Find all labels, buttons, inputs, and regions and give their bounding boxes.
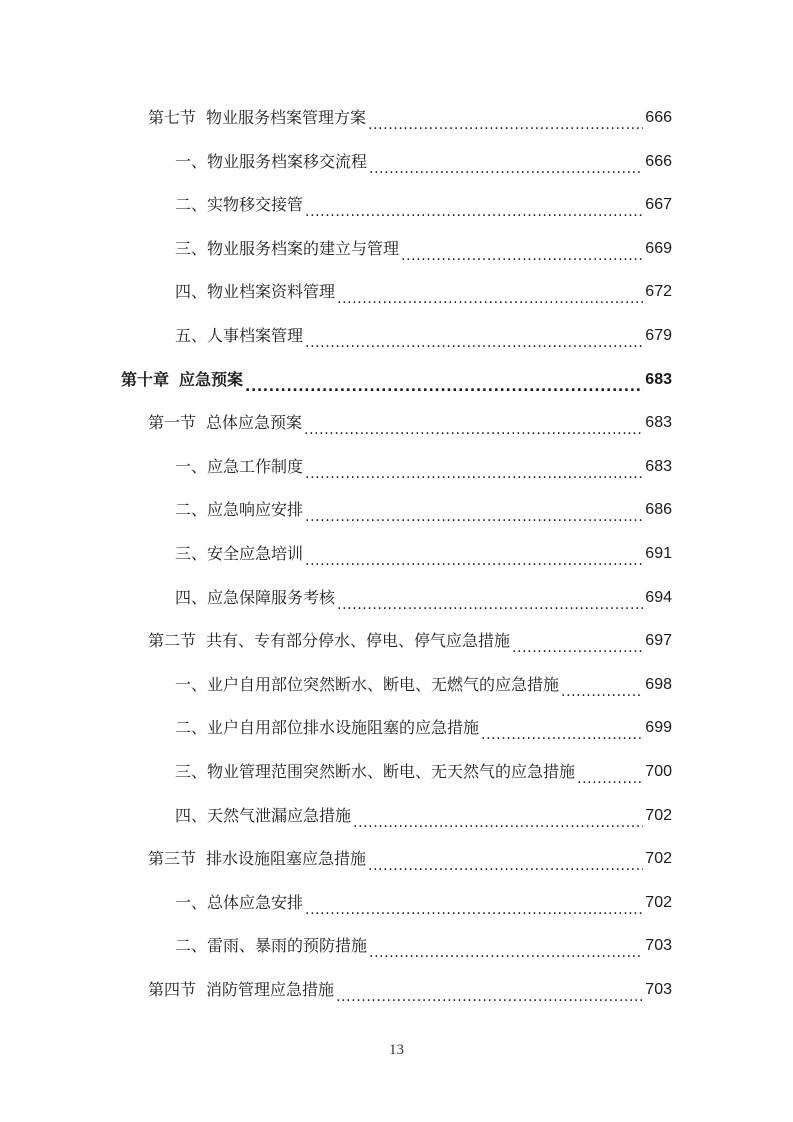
toc-entry[interactable]	[175, 804, 672, 828]
toc-entry-page: 699	[645, 719, 672, 737]
dot-leader	[337, 286, 643, 304]
toc-entry[interactable]	[175, 716, 672, 740]
toc-entry-title	[175, 498, 303, 522]
toc-entry-title	[175, 455, 303, 479]
toc-entry[interactable]	[175, 934, 672, 958]
toc-entry[interactable]	[175, 150, 672, 174]
toc-entry-title	[175, 280, 335, 304]
toc-entry-prefix: 第二节	[148, 631, 197, 651]
toc-entry-page: 703	[645, 937, 672, 955]
toc-entry-title	[175, 586, 335, 610]
toc-entry-page: 686	[645, 501, 672, 519]
toc-entry-title	[148, 629, 510, 653]
toc-entry[interactable]	[175, 237, 672, 261]
toc-entry-title	[175, 716, 479, 740]
dot-leader	[369, 940, 643, 958]
toc-entry-text: 消防管理应急措施	[206, 980, 335, 999]
toc-entry-prefix: 第七节	[148, 108, 197, 127]
toc-entry-text: 业户自用部位突然断水、断电、无燃气的应急措施	[207, 674, 560, 694]
dot-leader	[561, 679, 643, 697]
toc-entry-prefix: 一、	[175, 151, 208, 171]
toc-entry-page: 666	[645, 109, 672, 126]
toc-entry-text: 物业服务档案的建立与管理	[207, 238, 400, 258]
toc-entry-page: 697	[645, 632, 672, 650]
toc-entry-page: 700	[645, 763, 672, 780]
toc-entry[interactable]	[148, 847, 672, 871]
toc-entry-text: 安全应急培训	[207, 544, 304, 563]
toc-entry-prefix: 二、	[175, 500, 208, 520]
dot-leader	[368, 853, 643, 871]
dot-leader	[305, 504, 643, 522]
toc-entry-text: 总体应急预案	[206, 413, 303, 433]
toc-entry-title	[175, 193, 303, 217]
page-number: 13	[389, 1042, 404, 1058]
toc-entry-title	[148, 978, 334, 1002]
toc-entry-title	[175, 804, 351, 828]
toc-entry-page: 683	[645, 414, 672, 432]
dot-leader	[305, 548, 643, 566]
toc-entry-title	[148, 847, 366, 871]
toc-entry-page: 694	[645, 588, 672, 606]
toc-entry-prefix: 四、	[175, 282, 208, 302]
toc-entry-title	[175, 237, 399, 261]
toc-entry-text: 雷雨、暴雨的预防措施	[207, 936, 368, 956]
toc-entry[interactable]	[175, 455, 672, 479]
toc-entry[interactable]	[148, 978, 672, 1002]
toc-entry-title	[175, 934, 367, 958]
toc-entry-prefix: 一、	[175, 674, 208, 694]
toc-entry-prefix: 四、	[175, 587, 208, 607]
toc-entry[interactable]	[148, 629, 672, 653]
toc-entry[interactable]	[175, 193, 672, 217]
toc-entry-title	[121, 368, 243, 392]
toc-entry-title	[175, 673, 559, 697]
toc-entry-text: 物业服务档案管理方案	[206, 108, 367, 127]
dot-leader	[305, 897, 643, 915]
toc-entry-title	[175, 324, 303, 348]
toc-entry[interactable]	[175, 324, 672, 348]
toc-entry-prefix: 第一节	[148, 413, 197, 433]
toc-entry-page: 683	[645, 457, 672, 475]
toc-entry-text: 应急工作制度	[207, 456, 304, 476]
toc-entry-prefix: 二、	[175, 195, 208, 215]
toc-entry-text: 天然气泄漏应急措施	[207, 805, 352, 825]
toc-entry-text: 人事档案管理	[207, 326, 304, 345]
dot-leader	[353, 810, 643, 828]
toc-entry-page: 691	[645, 545, 672, 562]
dot-leader	[577, 766, 643, 784]
toc-entry-page: 683	[645, 370, 672, 388]
toc-entry-text: 物业管理范围突然断水、断电、无天然气的应急措施	[207, 762, 576, 781]
toc-entry[interactable]	[148, 106, 672, 130]
dot-leader	[369, 156, 643, 174]
toc-entry[interactable]	[175, 760, 672, 784]
toc-entry[interactable]	[175, 498, 672, 522]
dot-leader	[512, 635, 643, 653]
toc-entry-text: 物业档案资料管理	[207, 282, 336, 302]
toc-entry-page: 702	[645, 806, 672, 824]
dot-leader	[336, 984, 643, 1002]
dot-leader	[304, 417, 643, 435]
toc-entry-text: 共有、专有部分停水、停电、停气应急措施	[206, 631, 511, 651]
dot-leader	[337, 592, 643, 610]
toc-entry-title	[148, 411, 302, 435]
toc-entry-prefix: 四、	[175, 805, 208, 825]
toc-entry-prefix: 一、	[175, 892, 208, 912]
toc-entry-prefix: 第三节	[148, 849, 197, 869]
toc-entry-prefix: 五、	[175, 326, 208, 345]
toc-entry-page: 666	[645, 152, 672, 170]
toc-entry[interactable]	[175, 280, 672, 304]
dot-leader	[481, 722, 643, 740]
toc-entry-prefix: 三、	[175, 238, 208, 258]
dot-leader	[305, 199, 643, 217]
toc-entry-page: 672	[645, 283, 672, 301]
toc-entry-prefix: 第十章	[121, 369, 170, 389]
toc-entry-prefix: 第四节	[148, 980, 197, 999]
toc-entry-title	[175, 542, 303, 566]
toc-entry-page: 679	[645, 327, 672, 344]
toc-entry-page: 667	[645, 196, 672, 214]
toc-entry[interactable]	[175, 586, 672, 610]
toc-entry-prefix: 二、	[175, 718, 208, 738]
dot-leader	[305, 330, 643, 348]
toc-entry-text: 应急响应安排	[207, 500, 304, 520]
toc-entry-prefix: 一、	[175, 456, 208, 476]
toc-entry-prefix: 三、	[175, 544, 208, 563]
toc-entry-page: 669	[645, 239, 672, 257]
toc-entry[interactable]	[175, 542, 672, 566]
toc-entry-title	[175, 891, 303, 915]
toc-entry-text: 应急保障服务考核	[207, 587, 336, 607]
toc-entry[interactable]	[121, 368, 672, 392]
dot-leader	[401, 243, 643, 261]
toc-entry-page: 698	[645, 675, 672, 693]
toc-entry-title	[148, 106, 366, 130]
toc-entry-page: 702	[645, 893, 672, 911]
toc-entry-text: 实物移交接管	[207, 195, 304, 215]
dot-leader	[305, 461, 643, 479]
toc-entry-page: 702	[645, 850, 672, 868]
toc-entry-page: 703	[645, 981, 672, 998]
toc-entry-text: 排水设施阻塞应急措施	[206, 849, 367, 869]
toc-entry-text: 总体应急安排	[207, 892, 304, 912]
toc-entry-text: 应急预案	[179, 369, 244, 389]
toc-entry-prefix: 三、	[175, 762, 208, 781]
toc-entry[interactable]	[175, 891, 672, 915]
toc-entry-title	[175, 150, 367, 174]
toc-entry[interactable]	[148, 411, 672, 435]
toc-entry[interactable]	[175, 673, 672, 697]
toc-entry-title	[175, 760, 575, 784]
dot-leader	[368, 112, 643, 130]
toc-entry-text: 物业服务档案移交流程	[207, 151, 368, 171]
toc-entry-text: 业户自用部位排水设施阻塞的应急措施	[207, 718, 480, 738]
dot-leader	[245, 374, 643, 392]
toc-entry-prefix: 二、	[175, 936, 208, 956]
